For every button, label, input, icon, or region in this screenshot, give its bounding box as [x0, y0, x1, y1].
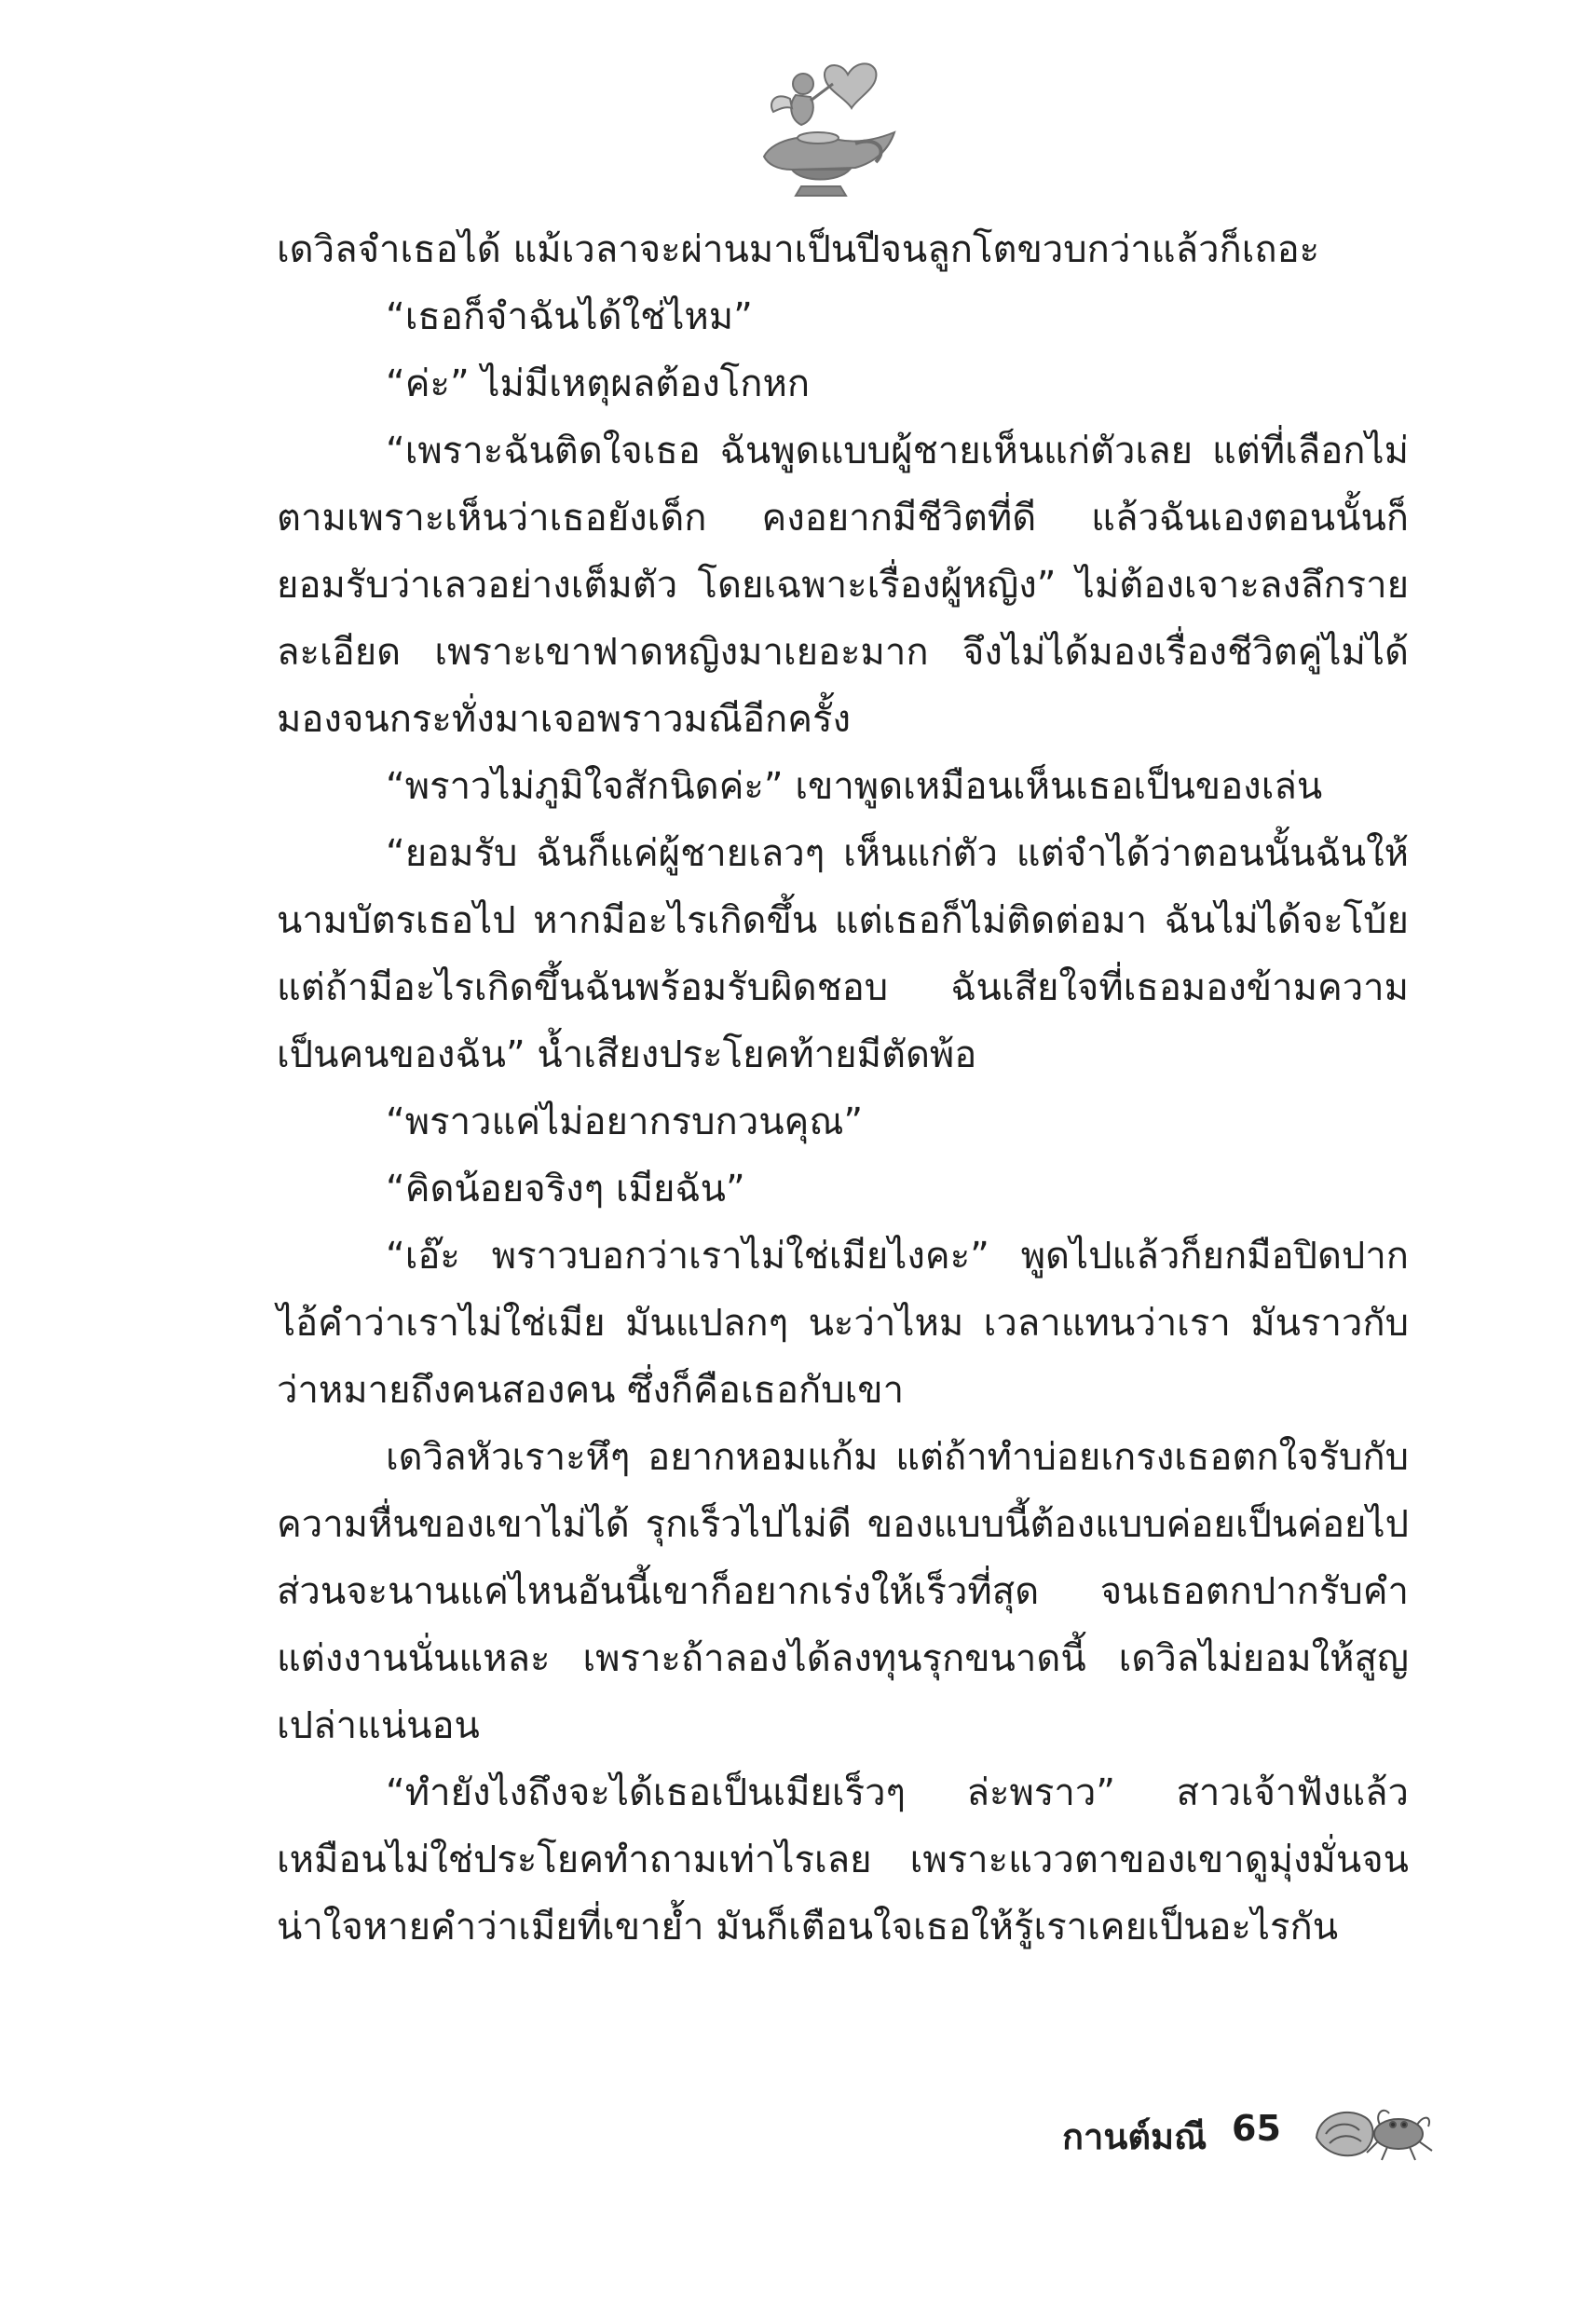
paragraph: “เอ๊ะ พราวบอกว่าเราไม่ใช่เมียไงคะ” พูดไปแล้วก็ยกมือปิดปากไอ้คำว่าเราไม่ใช่เมีย มันแปลกๆ นะว่าไหม เวลาแทนว่าเรา มันราวกับว่าหมายถึงคนสองคน ซึ่งก็คือเธอกับเขา — [277, 1235, 1409, 1412]
paragraph: เดวิลหัวเราะหึๆ อยากหอมแก้ม แต่ถ้าทำบ่อยเกรงเธอตกใจรับกับความหื่นของเขาไม่ได้ รุกเร็วไปไม่ดี ของแบบนี้ต้องแบบค่อยเป็นค่อยไป ส่วนจะนานแค่ไหนอันนี้เขาก็อยากเร่งให้เร็วที่สุด จนเธอตกปากรับคำแต่งงานนั่นแหละ เพราะถ้าลองได้ลงทุนรุกขนาดนี้ เดวิลไม่ยอมให้สูญเปล่าแน่นอน — [277, 1436, 1409, 1747]
paragraph: “ยอมรับ ฉันก็แค่ผู้ชายเลวๆ เห็นแก่ตัว แต่จำได้ว่าตอนนั้นฉันให้นามบัตรเธอไป หากมีอะไรเกิดขึ้น แต่เธอก็ไม่ติดต่อมา ฉันไม่ได้จะโบ้ย แต่ถ้ามีอะไรเกิดขึ้นฉันพร้อมรับผิดชอบ ฉันเสียใจที่เธอมองข้ามความเป็นคนของฉัน” น้ำเสียงประโยคท้ายมีตัดพ้อ — [277, 832, 1409, 1076]
genie-lamp-with-cupid-icon — [736, 47, 913, 200]
paragraph: “เพราะฉันติดใจเธอ ฉันพูดแบบผู้ชายเห็นแก่ตัวเลย แต่ที่เลือกไม่ตามเพราะเห็นว่าเธอยังเด็ก คงอยากมีชีวิตที่ดี แล้วฉันเองตอนนั้นก็ยอมรับว่าเลวอย่างเต็มตัว โดยเฉพาะเรื่องผู้หญิง” ไม่ต้องเจาะลงลึกรายละเอียด เพราะเขาฟาดหญิงมาเยอะมาก จึงไม่ได้มองเรื่องชีวิตคู่ไม่ได้มองจนกระทั่งมาเจอพราวมณีอีกครั้ง — [277, 430, 1409, 741]
paragraph: “เธอก็จำฉันได้ใช่ไหม” — [386, 295, 753, 338]
seashell-crab-icon — [1309, 2097, 1439, 2167]
paragraph: “ทำยังไงถึงจะได้เธอเป็นเมียเร็วๆ ล่ะพราว” สาวเจ้าฟังแล้วเหมือนไม่ใช่ประโยคทำถามเท่าไรเลย เพราะแววตาของเขาดูมุ่งมั่นจนน่าใจหายคำว่าเมียที่เขาย้ำ มันก็เตือนใจเธอให้รู้เราเคยเป็นอะไรกัน — [277, 1771, 1409, 1949]
paragraph: “คิดน้อยจริงๆ เมียฉัน” — [386, 1168, 745, 1210]
chapter-body-text — [277, 216, 1409, 1961]
paragraph: “พราวแค่ไม่อยากรบกวนคุณ” — [386, 1101, 864, 1143]
paragraph: เดวิลจำเธอได้ แม้เวลาจะผ่านมาเป็นปีจนลูกโตขวบกว่าแล้วก็เถอะ — [277, 228, 1320, 271]
paragraph: “พราวไม่ภูมิใจสักนิดค่ะ” เขาพูดเหมือนเห็นเธอเป็นของเล่น — [386, 765, 1323, 808]
paragraph: “ค่ะ” ไม่มีเหตุผลต้องโกหก — [386, 362, 811, 405]
book-title: กานต์มณี — [1062, 2116, 1207, 2157]
page-number: 65 — [1232, 2108, 1281, 2149]
page-footer — [1062, 2097, 1472, 2171]
